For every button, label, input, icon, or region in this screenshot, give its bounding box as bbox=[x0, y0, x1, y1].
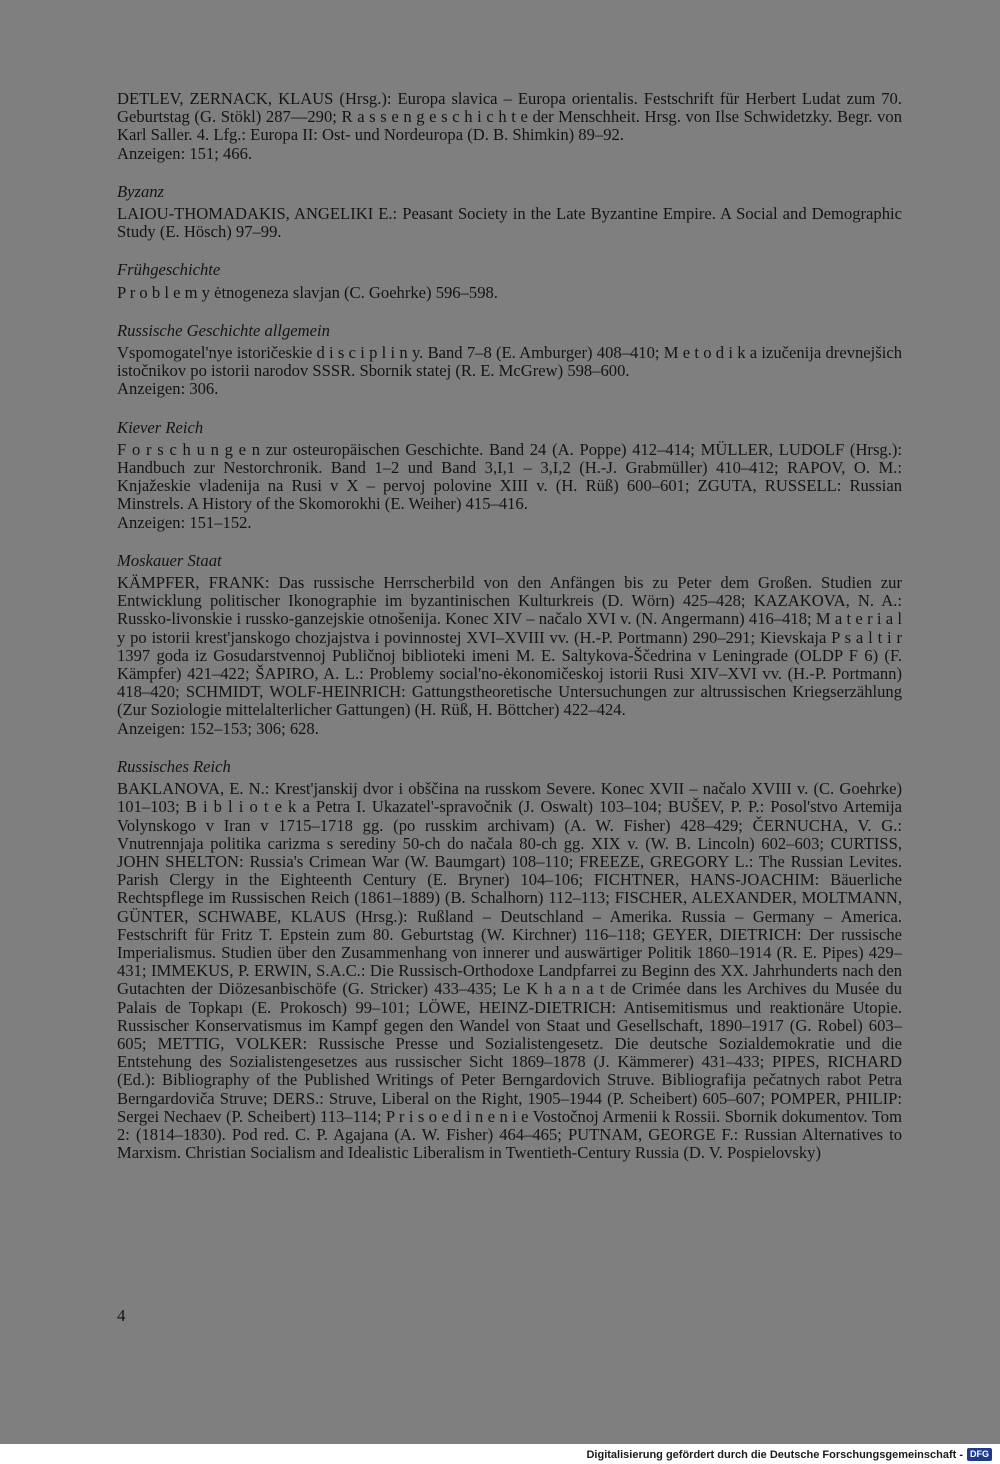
section-russisches-reich bbox=[117, 758, 902, 1162]
section-kiever-reich bbox=[117, 419, 902, 532]
entry-anzeigen: Anzeigen: 152–153; 306; 628. bbox=[117, 718, 319, 738]
entry-paragraph: BAKLANOVA, E. N.: Krest'janskij dvor i obščina na russkom Severe. Konec XVII – načalo XVIII v. (C. Goehrke) 101–103; B i b l i o t e k a Petra I. Ukazatel'-spravočnik (J. Oswalt) 103–104; BUŠEV, P. P.: Posol'stvo Artemija Volynskogo v Iran v 1715–1718 gg. (po russkim archivam) (A. W. Fisher) 428–429; ČERNUCHA, V. G.: Vnutrennjaja politika carizma s serediny 50-ch do načala 80-ch gg. XIX v. (W. B. Lincoln) 602–603; CURTISS, JOHN SHELTON: Russia's Crimean War (W. Baumgart) 108–110; FREEZE, GREGORY L.: The Russian Levites. Parish Clergy in the Eighteenth Century (E. Bryner) 104–106; FICHTNER, HANS-JOACHIM: Bäuerliche Rechtspflege im Russischen Reich (1861–1889) (B. Schalhorn) 112–113; FISCHER, ALEXANDER, MOLTMANN, GÜNTER, SCHWABE, KLAUS (Hrsg.): Rußland – Deutschland – Amerika. Russia – Germany – America. Festschrift für Fritz T. Epstein zum 80. Geburtstag (W. Kirchner) 116–118; GEYER, DIETRICH: Der russische Imperialismus. Studien über den Zusammenhang von innerer und auswärtiger Politik 1860–1914 (R. E. Pipes) 429–431; IMMEKUS, P. ERWIN, S.A.C.: Die Russisch-Orthodoxe Landpfarrei zu Beginn des XX. Jahrhunderts nach den Gutachten der Diözesanbischöfe (G. Stricker) 433–435; Le K h a n a t de Crimée dans les Archives du Musée du Palais de Topkapı (E. Prokosch) 99–101; LÖWE, HEINZ-DIETRICH: Antisemitismus und reaktionäre Utopie. Russischer Konservatismus im Kampf gegen den Wandel von Staat und Gesellschaft, 1890–1917 (G. Robel) 603–605; METTIG, VOLKER: Russische Presse und Sozialistengesetz. Die deutsche Sozialdemokratie und die Entstehung des Sozialistengesetzes aus russischer Sicht 1869–1878 (J. Kämmerer) 431–433; PIPES, RICHARD (Ed.): Bibliography of the Published Writings of Peter Berngardovich Struve. Bibliografija pečatnych rabot Petra Berngardoviča Struve; DERS.: Struve, Liberal on the Right, 1905–1944 (P. Scheibert) 605–607; POMPER, PHILIP: Sergei Nechaev (P. Scheibert) 113–114; P r i s o e d i n e n i e Vostočnoj Armenii k Rossii. Sbornik dokumentov. Tom 2: (1814–1830). Pod red. C. P. Agajana (A. W. Fisher) 464–465; PUTNAM, GEORGE F.: Russian Alternatives to Marxism. Christian Socialism and Idealistic Liberalism in Twentieth-Century Russia (D. V. Pospielovsky) bbox=[117, 779, 902, 1163]
index-content bbox=[117, 90, 902, 1162]
section-russische-geschichte-allgemein bbox=[117, 322, 902, 399]
section-heading: Russische Geschichte allgemein bbox=[117, 320, 330, 340]
section-heading: Moskauer Staat bbox=[117, 550, 222, 570]
dfg-logo-icon: DFG bbox=[967, 1448, 992, 1461]
section-heading: Russisches Reich bbox=[117, 756, 231, 776]
section-heading: Kiever Reich bbox=[117, 417, 204, 437]
digitization-footer bbox=[586, 1447, 992, 1462]
entry-paragraph: P r o b l e m y ėtnogeneza slavjan (C. Goehrke) 596–598. bbox=[117, 282, 498, 302]
section-heading: Frühgeschichte bbox=[117, 260, 221, 280]
section-fruehgeschichte bbox=[117, 261, 902, 301]
entry-paragraph: LAIOU-THOMADAKIS, ANGELIKI E.: Peasant Society in the Late Byzantine Empire. A Social and Demographic Study (E. Hösch) 97–99. bbox=[117, 204, 902, 242]
entry-anzeigen: Anzeigen: 306. bbox=[117, 379, 219, 399]
entry-paragraph: DETLEV, ZERNACK, KLAUS (Hrsg.): Europa slavica – Europa orientalis. Festschrift für Herbert Ludat zum 70. Geburtstag (G. Stökl) 287—290; R a s s e n g e s c h i c h t e der Menschheit. Hrsg. von Ilse Schwidetzky. Begr. von Karl Saller. 4. Lfg.: Europa II: Ost- und Nordeuropa (D. B. Shimkin) 89–92. bbox=[117, 89, 902, 145]
section-byzanz bbox=[117, 183, 902, 242]
entry-anzeigen: Anzeigen: 151; 466. bbox=[117, 143, 253, 163]
entry-paragraph: KÄMPFER, FRANK: Das russische Herrscherbild von den Anfängen bis zu Peter dem Großen. Studien zur Entwicklung politischer Ikonographie im byzantinischen Kulturkreis (D. Wörn) 425–428; KAZAKOVA, N. A.: Russko-livonskie i russko-ganzejskie otnošenija. Konec XIV – načalo XVI v. (N. Angermann) 416–418; M a t e r i a l y po istorii krest'janskogo chozjajstva i povinnostej XVI–XVIII vv. (H.-P. Portmann) 290–291; Kievskaja P s a l t i r 1397 goda iz Gosudarstvennoj Publičnoj biblioteki imeni M. E. Saltykova-Ščedrina v Leningrade (OLDP F 6) (F. Kämpfer) 421–422; ŠAPIRO, A. L.: Problemy social'no-ėkonomičeskoj istorii Rusi XIV–XVI vv. (H.-P. Portmann) 418–420; SCHMIDT, WOLF-HEINRICH: Gattungstheoretische Untersuchungen zur altrussischen Kriegserzählung (Zur Soziologie mittelalterlicher Gattungen) (H. Rüß, H. Böttcher) 422–424. bbox=[117, 573, 902, 720]
entry-paragraph: Vspomogatel'nye istoričeskie d i s c i p l i n y. Band 7–8 (E. Amburger) 408–410; M e t o d i k a izučenija drevnejšich istočnikov po istorii narodov SSSR. Sbornik statej (R. E. McGrew) 598–600. bbox=[117, 343, 902, 381]
section-moskauer-staat bbox=[117, 552, 902, 738]
entry-anzeigen: Anzeigen: 151–152. bbox=[117, 512, 252, 532]
page-number: 4 bbox=[117, 1306, 126, 1325]
section-authors-intro bbox=[117, 90, 902, 163]
entry-paragraph: F o r s c h u n g e n zur osteuropäischen Geschichte. Band 24 (A. Poppe) 412–414; MÜLLER, LUDOLF (Hrsg.): Handbuch zur Nestorchronik. Band 1–2 und Band 3,I,1 – 3,I,2 (H.-J. Grabmüller) 410–412; RAPOV, O. M.: Knjažeskie vladenija na Rusi v X – pervoj polovine XIII v. (H. Rüß) 600–601; ZGUTA, RUSSELL: Russian Minstrels. A History of the Skomorokhi (E. Weiher) 415–416. bbox=[117, 439, 902, 514]
section-heading: Byzanz bbox=[117, 181, 165, 201]
footer-credit-text: Digitalisierung gefördert durch die Deutsche Forschungsgemeinschaft - bbox=[586, 1448, 963, 1461]
